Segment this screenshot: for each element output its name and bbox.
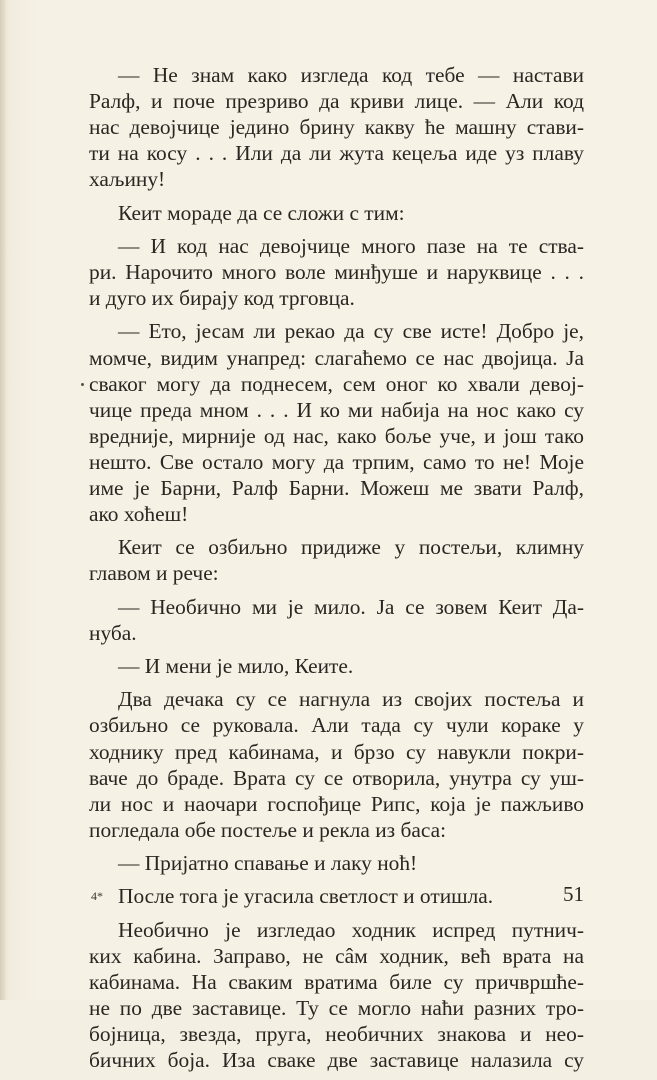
paragraph-7 [89,653,584,679]
text-line: — Пријатно спавање и лаку ноћ! [118,851,418,876]
text-line: Необично је изгледао ходник испред путнич- [118,917,584,942]
text-line: — И код нас девојчице много пазе на те ства- [118,233,584,258]
print-speck [81,383,84,386]
paragraph-1 [89,62,584,192]
text-line: Кеит мораде да се сложи с тим: [118,200,405,225]
text-line: хаљину! [89,167,166,192]
text-line: ри. Нарочито много воле минђуше и наруквице . . . [89,260,584,285]
text-line: момче, видим унапред: слагаћемо се нас двојица. Ја [89,345,584,370]
signature-mark: 4* [91,889,103,903]
text-line: нуба. [89,620,137,645]
text-line: ходнику пред кабинама, и брзо су навукли покри- [89,739,584,764]
paragraph-10 [89,883,584,909]
text-line: Кеит се озбиљно придиже у постељи, климну [118,535,584,560]
text-line: нешто. Све остало могу да трпим, само то не! Моје [89,449,584,474]
body-text [89,62,584,1080]
text-line: ваче до браде. Врата су се отворила, унутра су уш- [89,765,584,790]
text-line: После тога је угасила светлост и отишла. [118,884,494,909]
text-line: — И мени је мило, Кеите. [118,654,354,679]
text-line: чице преда мном . . . И ко ми набија на нос како су [89,397,584,422]
text-line: озбиљно се руковала. Али тада су чули кораке у [89,713,584,738]
paragraph-11 [89,917,584,1074]
text-line: бојница, звезда, пруга, необичних знакова и нео- [89,1022,584,1047]
text-line: не по две заставице. Ту се могло наћи разних тро- [89,995,584,1020]
text-line: главом и рече: [89,561,219,586]
text-line: ти на косу . . . Или да ли жута кецеља иде уз плаву [89,141,584,166]
page-number: 51 [563,882,584,906]
paragraph-4 [89,318,584,527]
text-line: сваког могу да поднесем, сем оног ко хвали девој- [89,371,584,396]
paragraph-6 [89,594,584,646]
paragraph-3 [89,233,584,311]
page-binding-edge [0,0,6,1000]
text-line: — Не знам како изгледа код тебе — настави [118,63,584,87]
text-line: нас девојчице једино брину какву ће машну стави- [89,115,584,140]
text-line: бичних боја. Иза сваке две заставице налазила су [89,1048,584,1073]
text-line: погледала обе постеље и рекла из баса: [89,817,447,842]
paragraph-8 [89,686,584,843]
text-line: — Ето, јесам ли рекао да су све исте! Добро је, [118,319,584,344]
text-line: вредније, мирније од нас, како боље уче, и још тако [89,423,584,448]
paragraph-9 [89,850,584,876]
text-line: ких кабина. Заправо, не сâм ходник, већ врата на [89,943,584,968]
paragraph-5 [89,534,584,586]
paragraph-2 [89,200,584,226]
text-line: кабинама. На сваким вратима биле су причвршће- [89,969,584,994]
text-line: и дуго их бирају код трговца. [89,286,355,311]
text-line: Ралф, и поче презриво да криви лице. — Али код [89,89,584,114]
text-line: ли нос и наочари госпођице Рипс, која је пажљиво [89,791,584,816]
text-line: ако хоћеш! [89,502,189,527]
text-line: име је Барни, Ралф Барни. Можеш ме звати Ралф, [89,475,584,500]
text-line: — Необично ми је мило. Ја се зовем Кеит Да- [118,594,584,619]
text-line: Два дечака су се нагнула из својих постеља и [118,687,584,712]
